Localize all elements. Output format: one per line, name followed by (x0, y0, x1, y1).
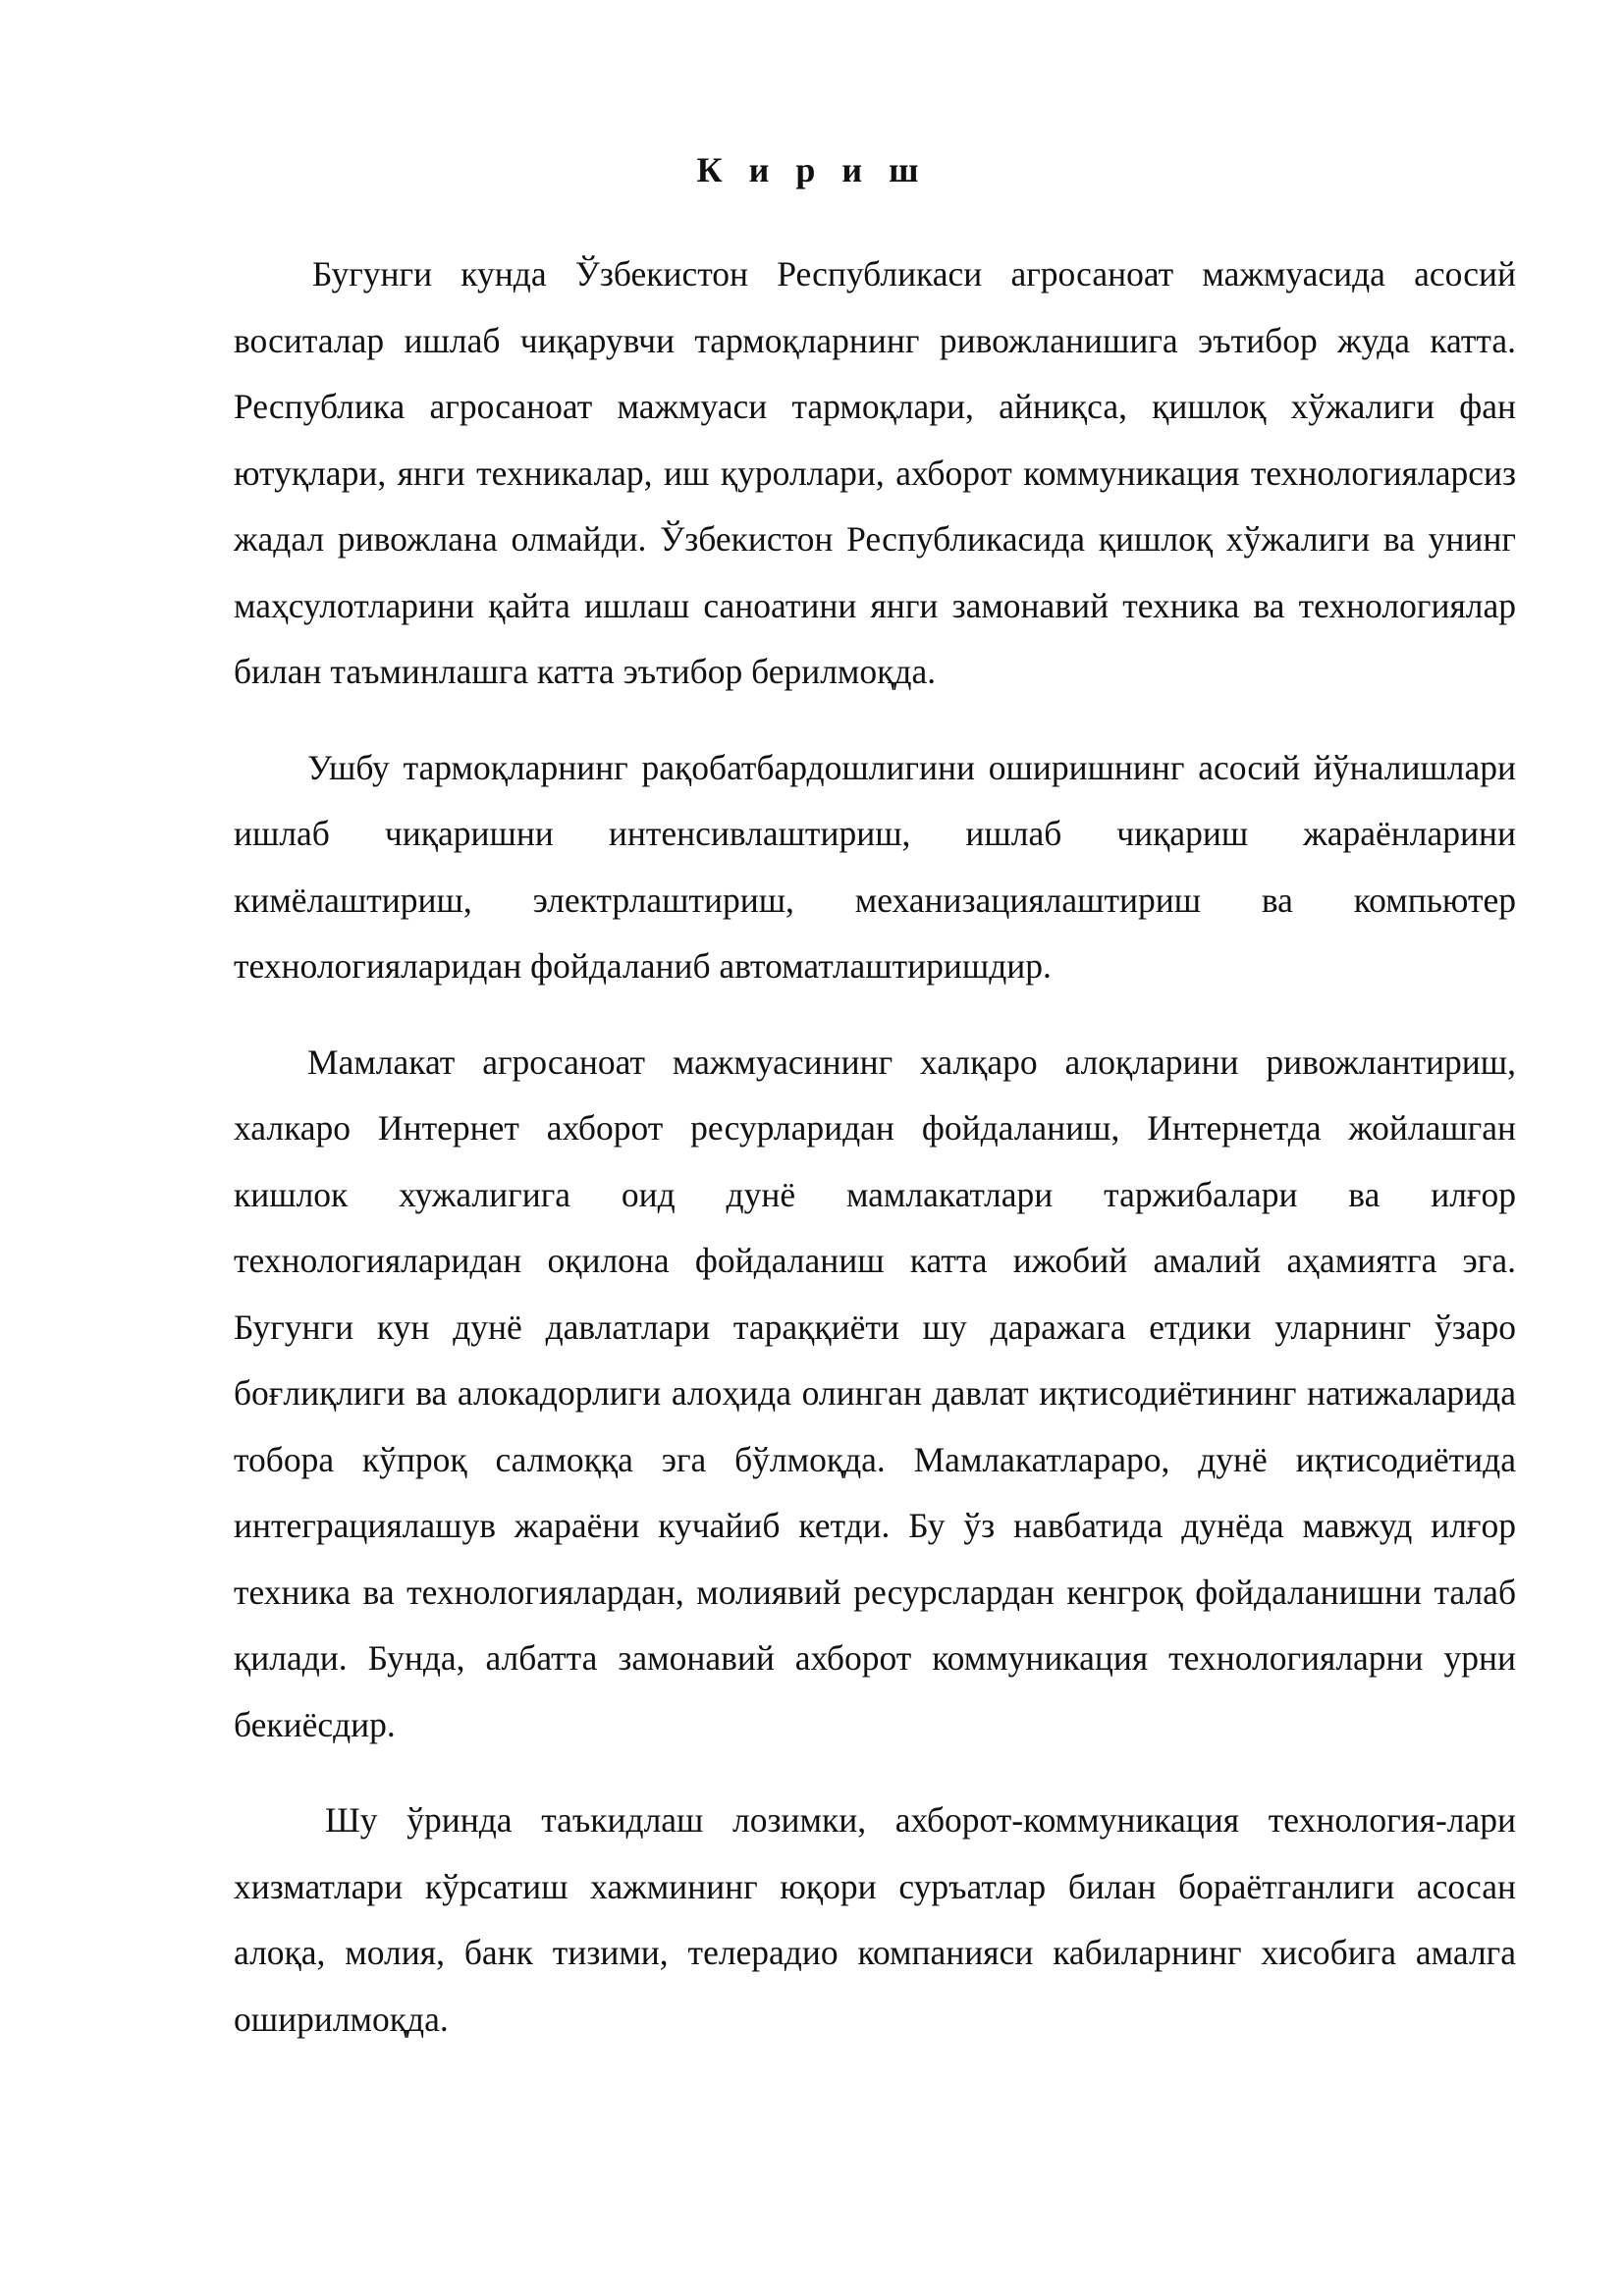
paragraph-2: Ушбу тармоқларнинг рақобатбардошлигини оширишнинг асосий йўналишлари ишлаб чиқаришни интенсивлаштириш, ишлаб чиқариш жараёнларини кимёлаштириш, электрлаштириш, механизациялаштириш ва компьютер технологияларидан фойдаланиб автоматлаштиришдир. (234, 747, 1516, 986)
document-title: К и р и ш (696, 150, 928, 189)
paragraph-3: Мамлакат агросаноат мажмуасининг халқаро алоқларини ривожлантириш, халкаро Интернет ахборот ресурларидан фойдаланиш, Интернетда жойлашган кишлок хужалигига оид дунё мамлакатлари таржибалари ва илғор технологияларидан оқилона фойдаланиш катта ижобий амалий аҳамиятга эга. Бугунги кун дунё давлатлари тараққиёти шу даражага етдики уларнинг ўзаро боғлиқлиги ва алокадорлиги алоҳида олинган давлат иқтисодиётининг натижаларида тобора кўпроқ салмоққа эга бўлмоқда. Мамлакатлараро, дунё иқтисодиётида интеграциялашув жараёни кучайиб кетди. Бу ўз навбатида дунёда мавжуд илғор техника ва технологиялардан, молиявий ресурслардан кенгроқ фойдаланишни талаб қилади. Бунда, албатта замонавий ахборот коммуникация технологияларни урни бекиёсдир. (234, 1041, 1516, 1744)
paragraph-1: Бугунги кунда Ўзбекистон Республикаси агросаноат мажмуасида асосий воситалар ишлаб чиқарувчи тармоқларнинг ривожланишига эътибор жуда катта. Республика агросаноат мажмуаси тармоқлари, айниқса, қишлоқ хўжалиги фан ютуқлари, янги техникалар, иш қуроллари, ахборот коммуникация технологияларсиз жадал ривожлана олмайди. Ўзбекистон Республикасида қишлоқ хўжалиги ва унинг маҳсулотларини қайта ишлаш саноатини янги замонавий техника ва технологиялар билан таъминлашга катта эътибор берилмоқда. (234, 254, 1516, 691)
document-body (234, 241, 1516, 2053)
paragraph-4: Шу ўринда таъкидлаш лозимки, ахборот-коммуникация технология-лари хизматлари кўрсатиш хажмининг юқори суръатлар билан бораётганлиги асосан алоқа, молия, банк тизими, телерадио компанияси кабиларнинг хисобига амалга оширилмоқда. (234, 1800, 1516, 2039)
